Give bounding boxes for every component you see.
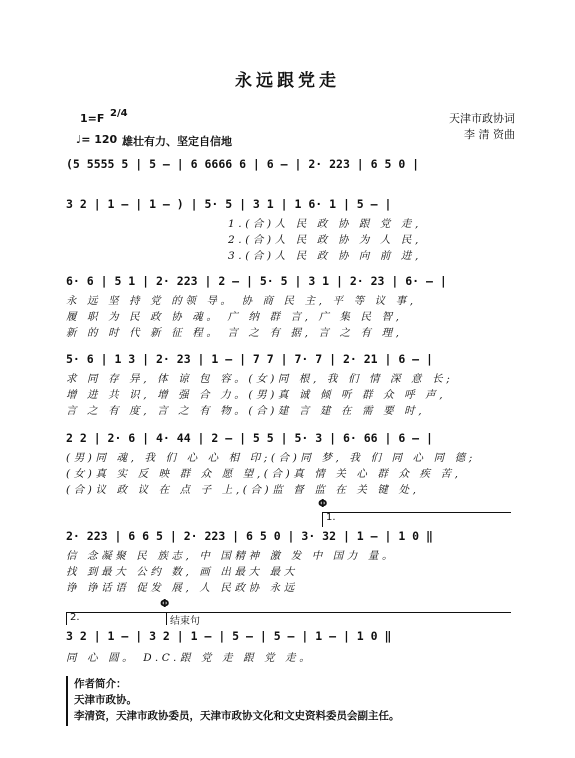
bio-line-1: 天津市政协。 (74, 694, 137, 706)
lyricist-credit: 天津市政协词 (449, 112, 515, 125)
lyric-row-2-verse-2: 2.(合)人 民 政 协 为 人 民, (228, 234, 422, 246)
notation-row-7: 3 2 | 1 – | 3 2 | 1 – | 5 – | 5 – | 1 – | 1 0 ‖ (66, 629, 392, 643)
lyric-row-2-verse-3: 3.(合)人 民 政 协 向 前 进, (228, 250, 422, 262)
page-title: 永远跟党走 (235, 71, 340, 91)
lyric-row-5-verse-3: (合)议 政 议 在 点 子 上,(合)监 督 监 在 关 键 处, (66, 484, 420, 496)
bio-line-2: 李清资，天津市政协委员，天津市政协文化和文史资料委员会副主任。 (74, 710, 400, 722)
lyric-row-6-verse-3: 诤 诤话语 促发 展, 人 民政协 永远 (66, 582, 298, 594)
lyric-row-3-verse-2: 履 职 为 民 政 协 魂。 广 纳 群 言, 广 集 民 智, (66, 311, 403, 323)
lyric-row-4-verse-2: 增 进 共 识, 增 强 合 力。(男)真 诚 倾 听 群 众 呼 声, (66, 389, 447, 401)
notation-row-6: 2· 223 | 6 6 5 | 2· 223 | 6 5 0 | 3· 32 | 1 – | 1 0 ‖ (66, 529, 433, 543)
notation-row-2: 3 2 | 1 – | 1 – ) | 5· 5 | 3 1 | 1 6· 1 | 5 – | (66, 197, 392, 211)
time-signature: 2/4 (110, 108, 128, 119)
coda-sign: Φ (318, 497, 328, 510)
ending-phrase-label: 结束句 (170, 616, 200, 627)
coda-sign-ending: Φ (160, 597, 170, 610)
lyric-row-3-verse-3: 新 的 时 代 新 征 程。 言 之 有 据, 言 之 有 理, (66, 327, 403, 339)
second-ending-bracket (66, 612, 167, 625)
expression-marking: 雄壮有力、坚定自信地 (122, 135, 232, 148)
author-bio-box (66, 676, 508, 726)
lyric-row-6-verse-2: 找 到最大 公约 数, 画 出最大 最大 (66, 566, 298, 578)
lyric-row-2-verse-1: 1.(合)人 民 政 协 跟 党 走, (228, 218, 422, 230)
bio-heading: 作者简介： (74, 678, 127, 690)
notation-row-3: 6· 6 | 5 1 | 2· 223 | 2 – | 5· 5 | 3 1 | 2· 23 | 6· – | (66, 274, 447, 288)
second-ending-label: 2. (70, 612, 80, 623)
key-signature: 1=F (80, 112, 105, 125)
first-ending-bracket (322, 512, 511, 527)
lyric-row-6-verse-1: 信 念凝聚 民 族志, 中 国精神 激 发 中 国力 量。 (66, 550, 397, 562)
notation-row-1: (5 5555 5 | 5 – | 6 6666 6 | 6 – | 2· 223 | 6 5 0 | (66, 157, 420, 171)
notation-row-5: 2 2 | 2· 6 | 4· 44 | 2 – | 5 5 | 5· 3 | 6· 66 | 6 – | (66, 431, 433, 445)
tempo-marking: ♩= 120 (76, 133, 118, 146)
composer-credit: 李 清 资曲 (464, 128, 515, 141)
notation-row-4: 5· 6 | 1 3 | 2· 23 | 1 – | 7 7 | 7· 7 | 2· 21 | 6 – | (66, 352, 433, 366)
lyric-row-4-verse-1: 求 同 存 异, 体 谅 包 容。(女)同 根, 我 们 情 深 意 长; (66, 373, 454, 385)
lyric-row-5-verse-2: (女)真 实 反 映 群 众 愿 望,(合)真 情 关 心 群 众 疾 苦, (66, 468, 462, 480)
ending-bracket (166, 612, 511, 625)
lyric-row-3-verse-1: 永 远 坚 持 党 的领 导。 协 商 民 主, 平 等 议 事, (66, 295, 417, 307)
lyric-row-7-verse-1: 同 心 圆。 D.C.跟 党 走 跟 党 走。 (66, 652, 314, 664)
first-ending-label: 1. (326, 512, 336, 523)
lyric-row-4-verse-3: 言 之 有 度, 言 之 有 物。(合)建 言 建 在 需 要 时, (66, 405, 426, 417)
lyric-row-5-verse-1: (男)同 魂, 我 们 心 心 相 印;(合)同 梦, 我 们 同 心 同 德; (66, 452, 476, 464)
